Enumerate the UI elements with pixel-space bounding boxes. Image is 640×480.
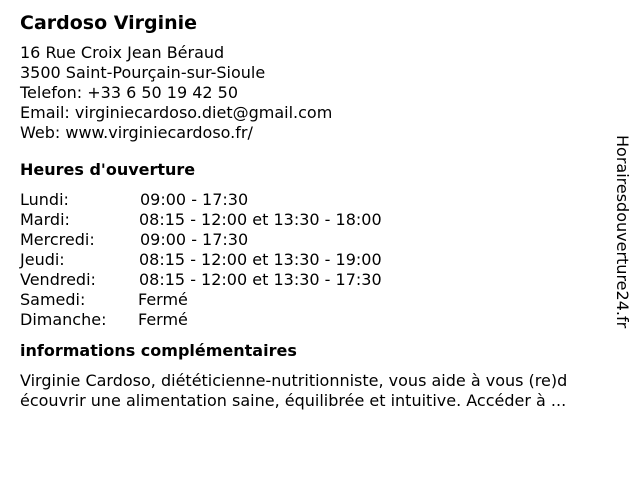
day-label: Jeudi:	[20, 250, 65, 269]
day-label: Vendredi:	[20, 270, 96, 289]
address-line-1: 16 Rue Croix Jean Béraud	[20, 43, 225, 62]
opening-hours-list	[20, 190, 616, 330]
day-label: Samedi:	[20, 290, 86, 309]
day-label: Lundi:	[20, 190, 69, 209]
day-hours: 08:15 - 12:00 et 13:30 - 19:00	[139, 250, 382, 269]
description-line-2: écouvrir une alimentation saine, équilibrée et intuitive. Accéder à ...	[20, 391, 567, 410]
day-hours: 09:00 - 17:30	[140, 230, 249, 249]
hours-row-wednesday	[20, 230, 616, 250]
hours-row-monday	[20, 190, 616, 210]
site-watermark: Horairesdouverture24.fr	[613, 135, 632, 329]
day-hours: 08:15 - 12:00 et 13:30 - 18:00	[139, 210, 382, 229]
hours-row-friday	[20, 270, 616, 290]
hours-row-thursday	[20, 250, 616, 270]
day-hours: 08:15 - 12:00 et 13:30 - 17:30	[139, 270, 382, 289]
phone-line: Telefon: +33 6 50 19 42 50	[20, 83, 239, 102]
hours-row-sunday	[20, 310, 616, 330]
business-name: Cardoso Virginie	[20, 12, 198, 34]
address-line-2: 3500 Saint-Pourçain-sur-Sioule	[20, 63, 266, 82]
hours-row-saturday	[20, 290, 616, 310]
business-card	[20, 11, 616, 411]
hours-row-tuesday	[20, 210, 616, 230]
day-hours: Fermé	[138, 290, 188, 309]
opening-hours-heading: Heures d'ouverture	[20, 160, 196, 179]
description-line-1: Virginie Cardoso, diététicienne-nutritionniste, vous aide à vous (re)d	[20, 371, 568, 390]
day-label: Mercredi:	[20, 230, 95, 249]
web-line: Web: www.virginiecardoso.fr/	[20, 123, 253, 142]
day-hours: 09:00 - 17:30	[140, 190, 249, 209]
day-label: Dimanche:	[20, 310, 107, 329]
additional-info-heading: informations complémentaires	[20, 341, 297, 360]
day-label: Mardi:	[20, 210, 70, 229]
email-line: Email: virginiecardoso.diet@gmail.com	[20, 103, 333, 122]
day-hours: Fermé	[138, 310, 188, 329]
